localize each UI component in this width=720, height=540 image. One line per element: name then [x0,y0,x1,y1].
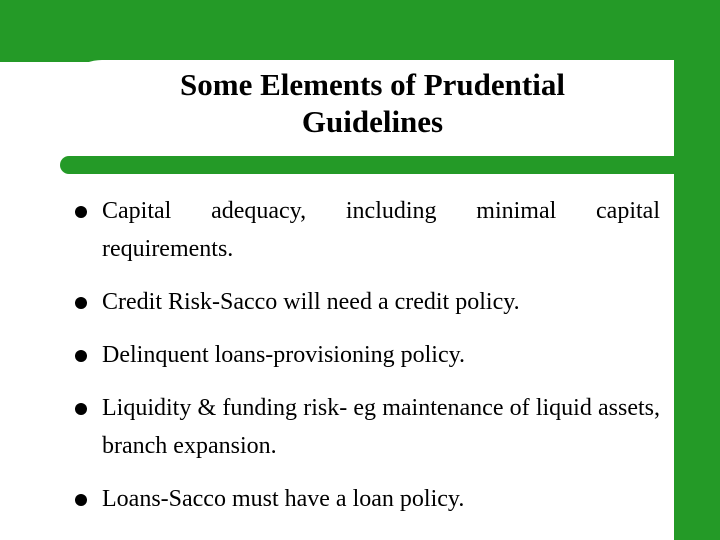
bullet-dot-icon [75,403,87,415]
bullet-item-delinquent-loans [72,336,660,374]
bullet-dot-icon [75,350,87,362]
bullet-item-liquidity [72,389,660,465]
bullet-item-capital-adequacy [72,192,660,268]
bullet-dot-icon [75,206,87,218]
bullet-text: Capital adequacy, including minimal capital requirements. [102,198,660,262]
green-right-band [674,0,720,540]
bullet-item-credit-risk [72,283,660,321]
bullet-item-loans [72,480,660,518]
bullet-dot-icon [75,494,87,506]
bullet-text: Loans-Sacco must have a loan policy. [102,486,465,512]
slide-title: Some Elements of Prudential Guidelines [180,67,565,139]
green-top-band [0,0,720,62]
bullet-dot-icon [75,297,87,309]
title-divider-bar [60,156,674,174]
bullet-text: Delinquent loans-provisioning policy. [102,342,466,368]
bullet-text: Liquidity & funding risk- eg maintenance of liquid assets, branch expansion. [102,395,660,459]
bullet-text: Credit Risk-Sacco will need a credit policy. [102,289,520,315]
bullet-list [72,192,660,533]
